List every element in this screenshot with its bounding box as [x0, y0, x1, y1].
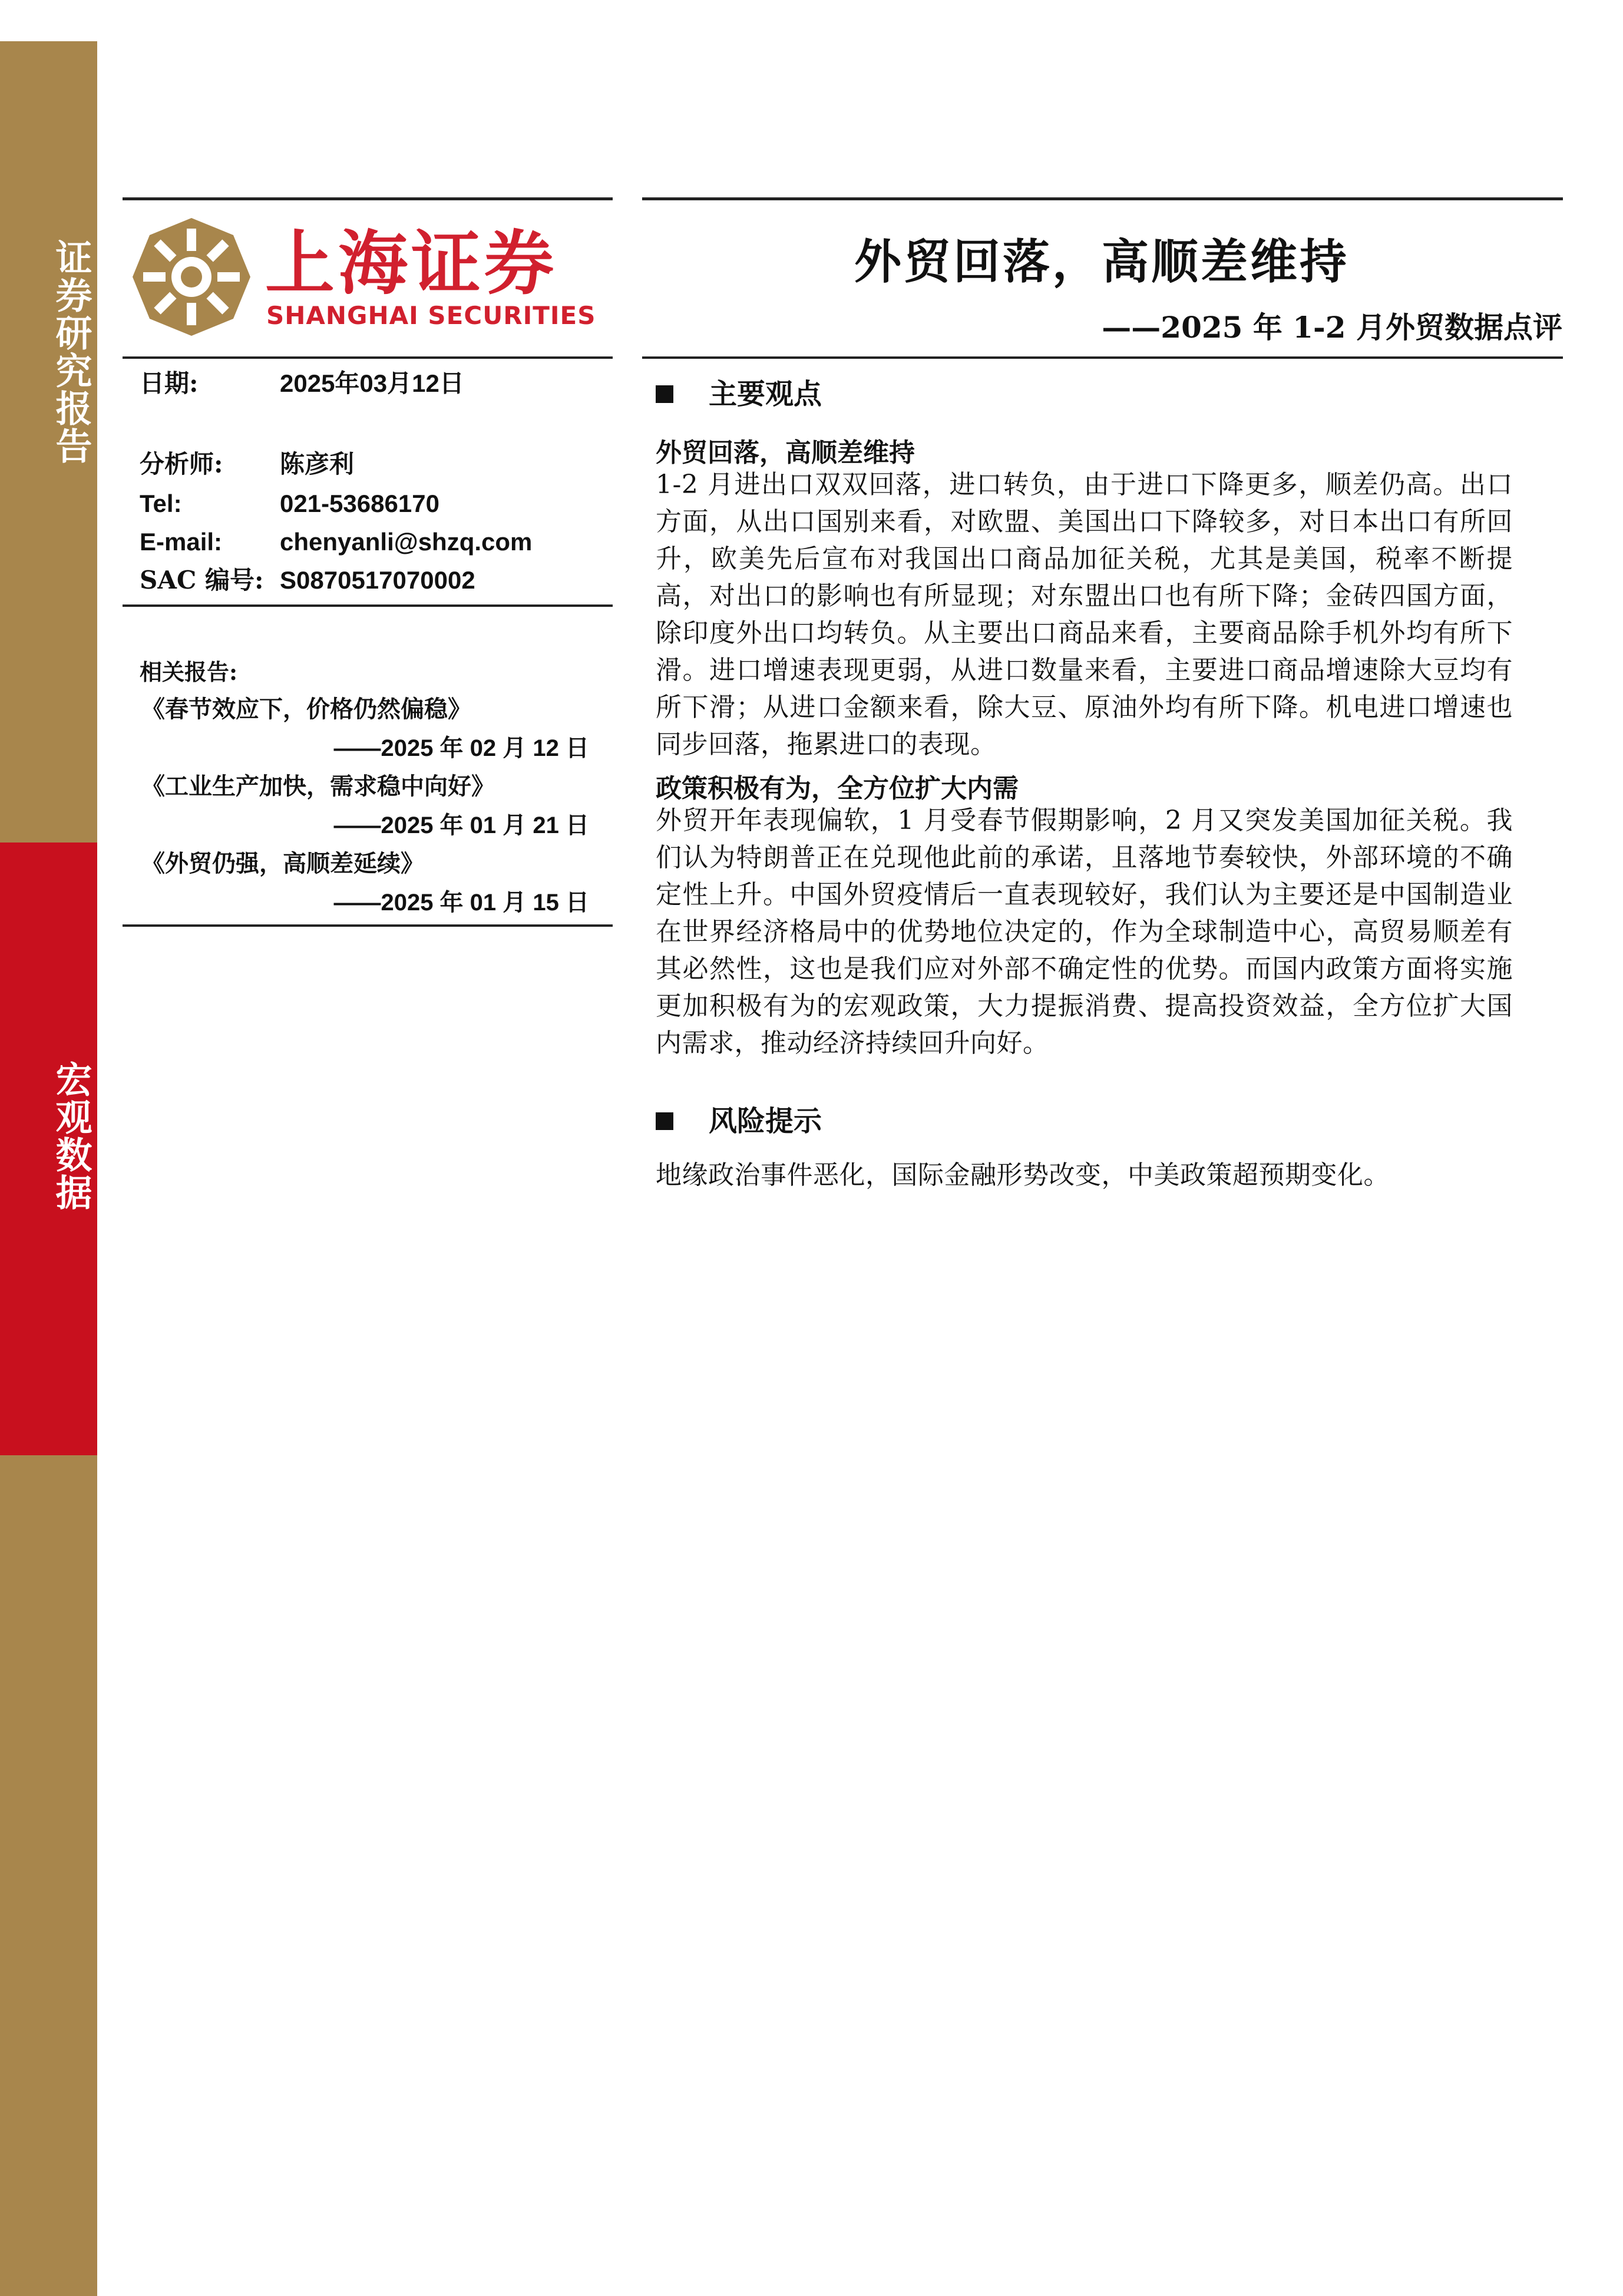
square-bullet-icon	[656, 385, 673, 403]
left-top-rule	[123, 197, 613, 200]
report-title: 外贸回落，高顺差维持	[854, 234, 1349, 289]
sac-value: S0870517070002	[280, 566, 475, 594]
related-report-title[interactable]: 《春节效应下，价格仍然偏稳》	[141, 695, 471, 723]
point-2-paragraph: 外贸开年表现偏软，1 月受春节假期影响，2 月又突发美国加征关税。我们认为特朗普正在兑现他此前的承诺，且落地节奏较快，外部环境的不确定性上升。中国外贸疫情后一直表现较好，我们认为主要还是中国制造业在世界经济格局中的优势地位决定的，作为全球制造中心，高贸易顺差有其必然性，这也是我们应对外部不确定性的优势。而国内政策方面将实施更加积极有为的宏观政策，大力提振消费、提高投资效益，全方位扩大国内需求，推动经济持续回升向好。	[656, 805, 1513, 1058]
analyst-value: 陈彦利	[280, 450, 355, 478]
related-report-date: ——2025 年 01 月 21 日	[333, 812, 589, 838]
risk-paragraph: 地缘政治事件恶化，国际金融形势改变，中美政策超预期变化。	[656, 1160, 1390, 1190]
risk-heading	[656, 1098, 822, 1139]
left-related-rule	[123, 924, 613, 927]
left-info-rule	[123, 604, 613, 607]
related-report-date: ——2025 年 02 月 12 日	[333, 735, 589, 761]
related-reports-heading: 相关报告:	[140, 659, 238, 685]
related-report-title[interactable]: 《工业生产加快，需求稳中向好》	[141, 772, 495, 800]
point-1-paragraph: 1-2 月进出口双双回落，进口转负，由于进口下降更多，顺差仍高。出口方面，从出口国别来看，对欧盟、美国出口下降较多，对日本出口有所回升，欧美先后宣布对我国出口商品加征关税，尤其是美国，税率不断提高，对出口的影响也有所显现；对东盟出口也有所下降；金砖四国方面，除印度外出口均转负。从主要出口商品来看，主要商品除手机外均有所下滑。进口增速表现更弱，从进口数量来看，主要进口商品增速除大豆均有所下滑；从进口金额来看，除大豆、原油外均有所下降。机电进口增速也同步回落，拖累进口的表现。	[656, 470, 1513, 759]
tel-value: 021-53686170	[280, 490, 439, 517]
report-category-label: 宏观数据	[49, 1061, 92, 1211]
date-value: 2025年03月12日	[280, 369, 464, 397]
sac-label: SAC 编号:	[140, 566, 264, 594]
logo-en-text: SHANGHAI SECURITIES	[266, 301, 596, 330]
report-subtitle: ——2025 年 1-2 月外贸数据点评	[1102, 310, 1562, 345]
analyst-label: 分析师:	[140, 450, 223, 478]
email-label: E-mail:	[140, 528, 223, 556]
related-report-date: ——2025 年 01 月 15 日	[333, 890, 589, 916]
right-top-rule	[642, 197, 1563, 200]
right-title-rule	[642, 356, 1563, 359]
risk-heading-text: 风险提示	[709, 1105, 822, 1138]
main-points-heading-text: 主要观点	[709, 378, 822, 411]
main-points-heading	[656, 371, 822, 412]
shanghai-securities-logo-icon	[133, 218, 250, 336]
square-bullet-icon	[656, 1112, 673, 1130]
email-value[interactable]: chenyanli@shzq.com	[280, 528, 533, 556]
point-1-heading: 外贸回落，高顺差维持	[656, 438, 915, 468]
date-label: 日期:	[140, 369, 199, 398]
report-type-label: 证券研究报告	[49, 239, 92, 465]
related-report-title[interactable]: 《外贸仍强，高顺差延续》	[141, 850, 424, 877]
left-logo-rule	[123, 356, 613, 359]
point-2-heading: 政策积极有为，全方位扩大内需	[656, 774, 1019, 804]
logo-cn-text: 上海证券	[265, 223, 558, 304]
tel-label: Tel:	[140, 490, 182, 517]
